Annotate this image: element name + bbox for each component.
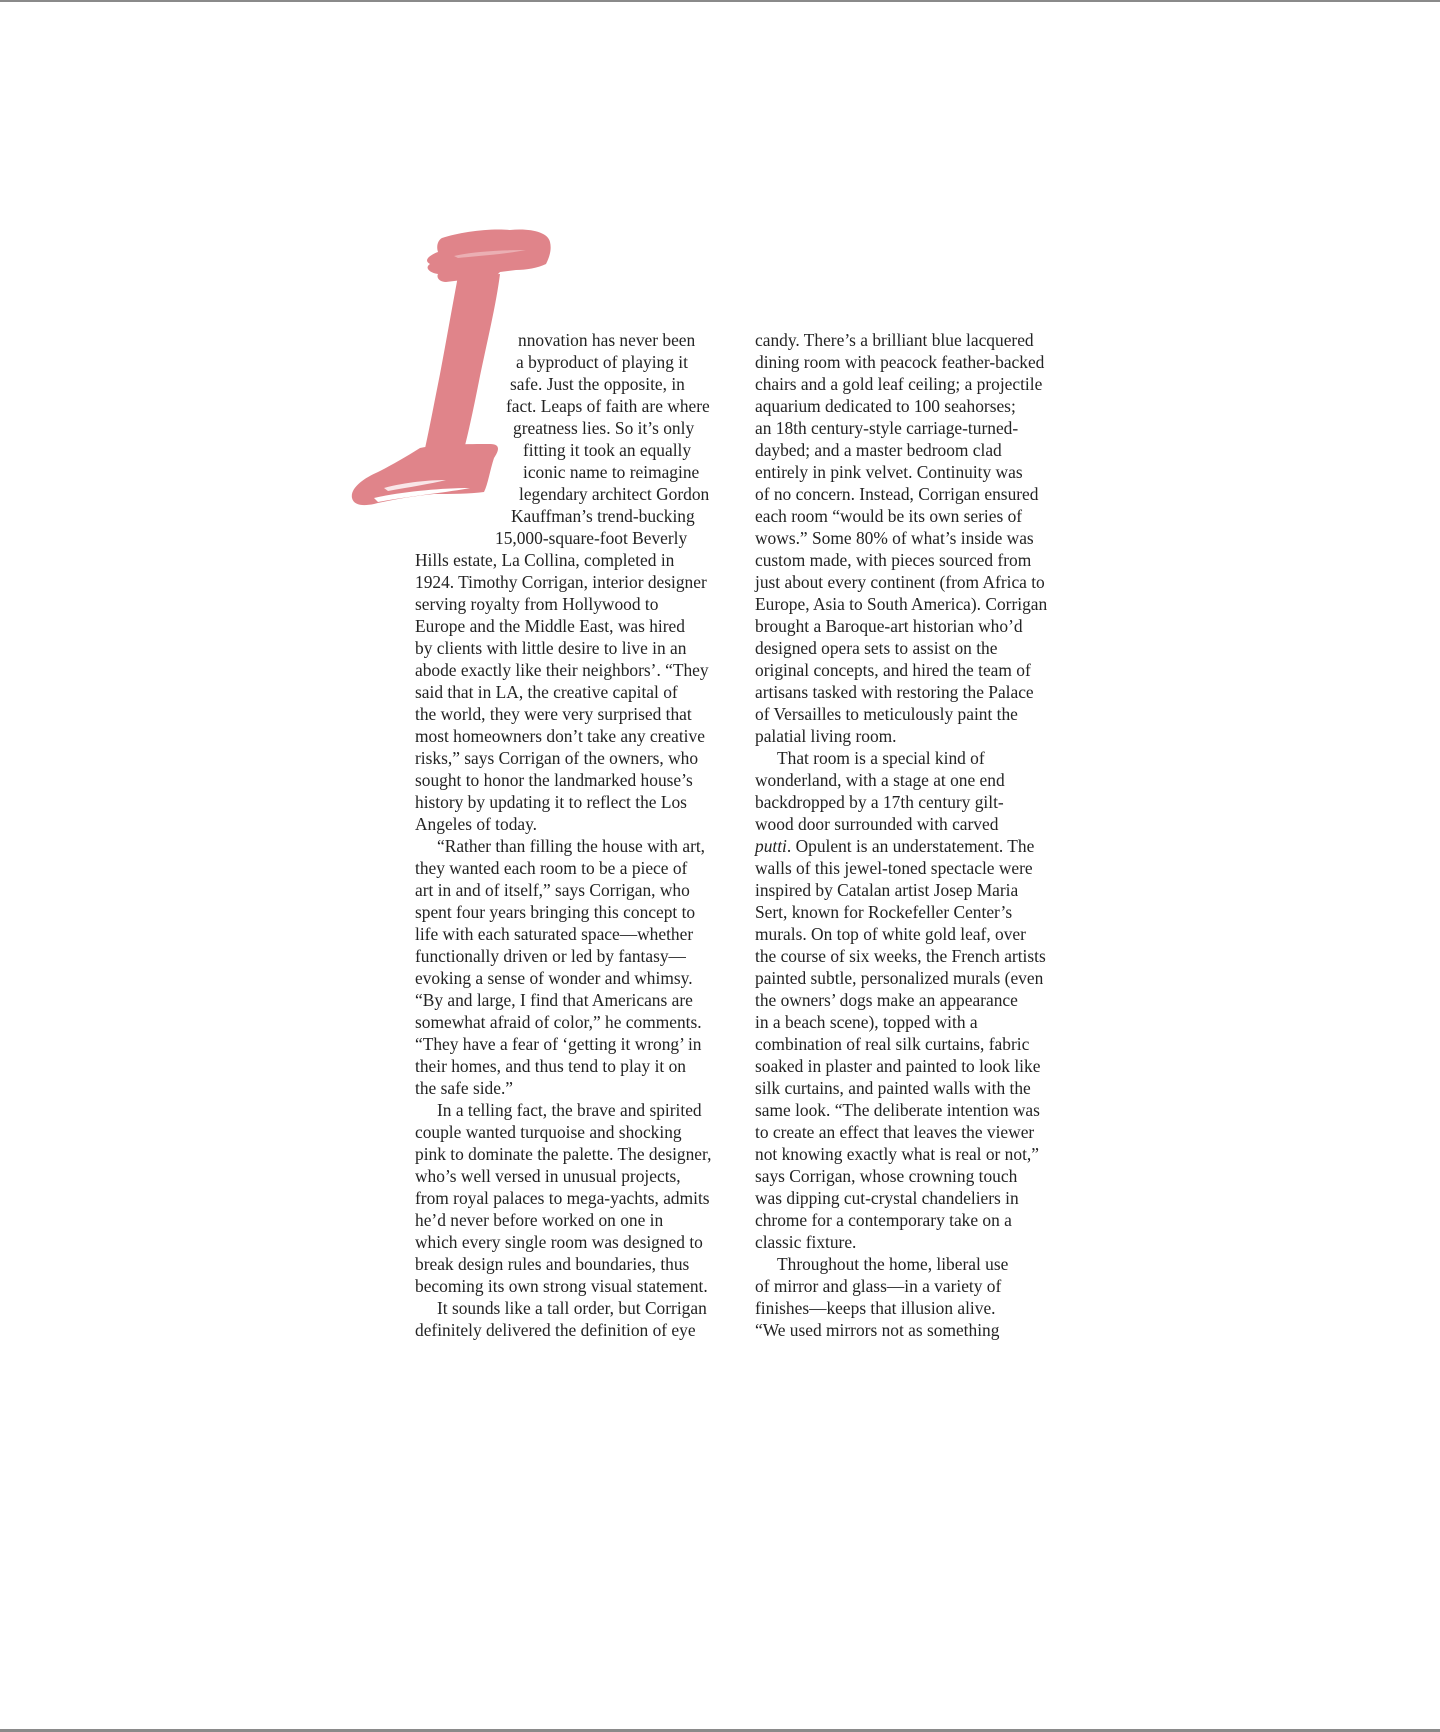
text-line: same look. “The deliberate intention was	[755, 1100, 1040, 1120]
text-line: the world, they were very surprised that	[415, 704, 692, 724]
text-line: finishes—keeps that illusion alive.	[755, 1298, 996, 1318]
text-line: iconic name to reimagine	[523, 462, 700, 482]
text-line: chairs and a gold leaf ceiling; a projectile	[755, 374, 1043, 394]
text-column-right	[755, 329, 1047, 1341]
text-line: Europe and the Middle East, was hired	[415, 616, 685, 636]
text-line: most homeowners don’t take any creative	[415, 726, 705, 746]
text-line: Sert, known for Rockefeller Center’s	[755, 902, 1013, 922]
text-line: abode exactly like their neighbors’. “They	[415, 660, 709, 680]
text-line: they wanted each room to be a piece of	[415, 858, 688, 878]
text-line: 15,000-square-foot Beverly	[495, 528, 688, 548]
text-line: fact. Leaps of faith are where	[506, 396, 710, 416]
text-line: of no concern. Instead, Corrigan ensured	[755, 484, 1039, 504]
text-line: brought a Baroque-art historian who’d	[755, 616, 1023, 636]
text-line: art in and of itself,” says Corrigan, who	[415, 880, 690, 900]
text-line: serving royalty from Hollywood to	[415, 594, 659, 614]
text-line: Kauffman’s trend-bucking	[511, 506, 695, 526]
text-line: break design rules and boundaries, thus	[415, 1254, 690, 1274]
text-line: by clients with little desire to live in an	[415, 638, 687, 658]
text-line: Throughout the home, liberal use	[777, 1254, 1009, 1274]
text-line: walls of this jewel-toned spectacle were	[755, 858, 1033, 878]
text-line: wonderland, with a stage at one end	[755, 770, 1005, 790]
text-line: of Versailles to meticulously paint the	[755, 704, 1018, 724]
text-line: just about every continent (from Africa to	[755, 572, 1045, 592]
text-line: murals. On top of white gold leaf, over	[755, 924, 1026, 944]
text-line: was dipping cut-crystal chandeliers in	[755, 1188, 1019, 1208]
text-line: inspired by Catalan artist Josep Maria	[755, 880, 1019, 900]
text-line: Europe, Asia to South America). Corrigan	[755, 594, 1048, 614]
text-line: which every single room was designed to	[415, 1232, 703, 1252]
italic-term: putti	[755, 836, 787, 856]
text-line: couple wanted turquoise and shocking	[415, 1122, 682, 1142]
text-line: fitting it took an equally	[523, 440, 692, 460]
text-line: becoming its own strong visual statement.	[415, 1276, 708, 1296]
text-line: silk curtains, and painted walls with the	[755, 1078, 1031, 1098]
text-line: history by updating it to reflect the Los	[415, 792, 687, 812]
text-line-rest: . Opulent is an understatement. The	[786, 836, 1035, 856]
text-line: the owners’ dogs make an appearance	[755, 990, 1018, 1010]
text-line: evoking a sense of wonder and whimsy.	[415, 968, 693, 988]
text-line: of mirror and glass—in a variety of	[755, 1276, 1002, 1296]
text-line: says Corrigan, whose crowning touch	[755, 1166, 1018, 1186]
text-line: wows.” Some 80% of what’s inside was	[755, 528, 1034, 548]
text-line: backdropped by a 17th century gilt-	[755, 792, 1004, 812]
text-line: artisans tasked with restoring the Palace	[755, 682, 1034, 702]
text-line: soaked in plaster and painted to look like	[755, 1056, 1041, 1076]
text-line: who’s well versed in unusual projects,	[415, 1166, 681, 1186]
text-line: their homes, and thus tend to play it on	[415, 1056, 686, 1076]
text-line: in a beach scene), topped with a	[755, 1012, 978, 1032]
text-line: candy. There’s a brilliant blue lacquered	[755, 330, 1034, 350]
text-line: each room “would be its own series of	[755, 506, 1023, 526]
text-line: custom made, with pieces sourced from	[755, 550, 1032, 570]
text-line: chrome for a contemporary take on a	[755, 1210, 1012, 1230]
text-line: 1924. Timothy Corrigan, interior designer	[415, 572, 707, 592]
text-line: greatness lies. So it’s only	[513, 418, 695, 438]
text-line: the course of six weeks, the French artists	[755, 946, 1046, 966]
text-line: combination of real silk curtains, fabric	[755, 1034, 1030, 1054]
text-line: he’d never before worked on one in	[415, 1210, 664, 1230]
text-line: functionally driven or led by fantasy—	[415, 946, 686, 966]
text-line: painted subtle, personalized murals (even	[755, 968, 1044, 988]
text-line: aquarium dedicated to 100 seahorses;	[755, 396, 1016, 416]
text-line: not knowing exactly what is real or not,”	[755, 1144, 1039, 1164]
text-line: sought to honor the landmarked house’s	[415, 770, 693, 790]
text-line	[755, 835, 1047, 857]
text-line: definitely delivered the definition of eye	[415, 1320, 696, 1340]
text-line: entirely in pink velvet. Continuity was	[755, 462, 1023, 482]
text-line: It sounds like a tall order, but Corrigan	[437, 1298, 707, 1318]
text-line: original concepts, and hired the team of	[755, 660, 1031, 680]
text-line: daybed; and a master bedroom clad	[755, 440, 1002, 460]
text-line: somewhat afraid of color,” he comments.	[415, 1012, 702, 1032]
text-line: nnovation has never been	[518, 330, 696, 350]
text-line: “We used mirrors not as something	[755, 1320, 1000, 1340]
text-column-left	[415, 329, 711, 1341]
text-line: In a telling fact, the brave and spirited	[437, 1100, 702, 1120]
text-line: Hills estate, La Collina, completed in	[415, 550, 675, 570]
text-line: Angeles of today.	[415, 814, 538, 834]
text-line: classic fixture.	[755, 1232, 857, 1252]
text-line: safe. Just the opposite, in	[510, 374, 685, 394]
text-line: “By and large, I find that Americans are	[415, 990, 693, 1010]
text-line: said that in LA, the creative capital of	[415, 682, 678, 702]
text-line: wood door surrounded with carved	[755, 814, 999, 834]
text-line: pink to dominate the palette. The designer,	[415, 1144, 712, 1164]
text-line: That room is a special kind of	[777, 748, 985, 768]
text-line: an 18th century-style carriage-turned-	[755, 418, 1019, 438]
text-line: to create an effect that leaves the viewer	[755, 1122, 1035, 1142]
text-line: dining room with peacock feather-backed	[755, 352, 1045, 372]
text-line: “Rather than filling the house with art,	[437, 836, 706, 856]
text-line: legendary architect Gordon	[519, 484, 710, 504]
text-line: from royal palaces to mega-yachts, admits	[415, 1188, 710, 1208]
text-line: the safe side.”	[415, 1078, 514, 1098]
text-line: life with each saturated space—whether	[415, 924, 694, 944]
text-line: “They have a fear of ‘getting it wrong’ in	[415, 1034, 702, 1054]
text-line: a byproduct of playing it	[516, 352, 688, 372]
text-line: spent four years bringing this concept to	[415, 902, 696, 922]
text-line: designed opera sets to assist on the	[755, 638, 998, 658]
text-line: palatial living room.	[755, 726, 897, 746]
text-line: risks,” says Corrigan of the owners, who	[415, 748, 699, 768]
